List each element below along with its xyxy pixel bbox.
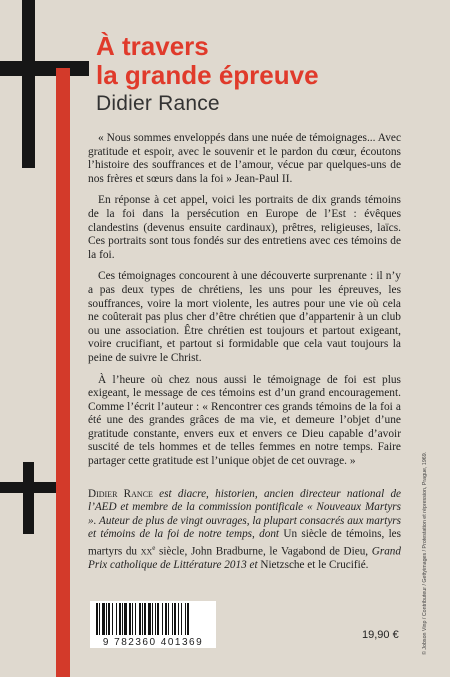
barcode-bar — [144, 603, 146, 635]
barcode-bar — [139, 603, 141, 635]
isbn-number: 9 782360 401369 — [90, 637, 216, 648]
barcode-bar — [129, 603, 131, 635]
bio-book-2: siècle, John Bradburne, le Vagabond de Dieu, — [155, 545, 372, 558]
title-line-1: À travers — [96, 31, 209, 61]
barcode-bar — [148, 603, 151, 635]
bio-and: et — [246, 558, 261, 571]
bio-prize: Grand Prix catholique de Littérature 2013 — [88, 545, 401, 571]
author-name: Didier Rance — [96, 92, 220, 115]
barcode-bar — [168, 603, 169, 635]
blurb-paragraph-2: En réponse à cet appel, voici les portraits de dix grands témoins de la foi dans la persécution en Europe de l’Est : évêques clandestins (devenus ensuite cardinaux), prêtres, religieuses, laïcs. Ces portraits sont tous fondés sur des entretiens avec ces témoins de la foi. — [88, 194, 401, 261]
cross-bottom-vertical — [23, 462, 34, 534]
barcode-bar — [172, 603, 173, 635]
barcode-bar — [99, 603, 100, 635]
bio-century: xx — [140, 545, 153, 558]
book-title — [96, 32, 319, 90]
barcode-bar — [157, 603, 159, 635]
barcode-bar — [135, 603, 136, 635]
bio-book-1: Un siècle de témoins, les martyrs du — [88, 528, 401, 558]
barcode-bar — [108, 603, 110, 635]
barcode-bar — [152, 603, 153, 635]
bio-book-3: Nietzsche et le Crucifié — [260, 558, 366, 571]
bio-century-suffix: e — [152, 543, 156, 552]
bio-text-1: est diacre, historien, ancien directeur national de l’AED et membre de la commission pontificale « Nouveaux Martyrs ». Auteur de plus de vingt ouvrages, la plupart consacrés aux martyrs et témoins de la foi de notre temps, dont — [88, 488, 401, 541]
barcode-bar — [132, 603, 133, 635]
barcode-bar — [162, 603, 163, 635]
barcode-bar — [96, 603, 98, 635]
barcode-bar — [181, 603, 182, 635]
barcode-bar — [178, 603, 179, 635]
price: 19,90 € — [362, 629, 399, 641]
red-band — [56, 68, 70, 677]
author-bio — [88, 488, 401, 572]
barcode-bar — [142, 603, 143, 635]
cross-top-horizontal — [0, 61, 89, 76]
barcode-bars — [90, 601, 216, 637]
barcode-bar — [165, 603, 167, 635]
barcode-bar — [102, 603, 105, 635]
cross-bottom-horizontal — [0, 482, 56, 493]
title-line-2: la grande épreuve — [96, 60, 319, 90]
photo-credit: © Jobson Vinp / Contributeur / Gettyimages / Protestation et répression, Prague, 1969. — [422, 451, 428, 655]
barcode-bar — [155, 603, 156, 635]
barcode-bar — [119, 603, 121, 635]
blurb-paragraph-1: « Nous sommes enveloppés dans une nuée de témoignages... Avec gratitude et espoir, avec le souvenir et le pardon du cœur, écoutons l’histoire des souffrances et de l’amour, vécue par quelques-uns de nos frères et sœurs dans la foi » Jean-Paul II. — [88, 132, 401, 185]
barcode-bar — [124, 603, 127, 635]
barcode-bar — [185, 603, 186, 635]
barcode-bar — [116, 603, 117, 635]
barcode-bar — [122, 603, 123, 635]
blurb-paragraph-3: Ces témoignages concourent à une découverte surprenante : il n’y a pas deux types de chrétiens, les uns pour les épreuves, les souffrances, voire la mort violente, les autres pour une vie où cela ne coûterait pas plus cher d’être chrétien que d’appartenir à un club ou une association. Être chrétien est toujours et partout exigeant, voire crucifiant, et partout si formidable que cela vaut toujours la peine de suivre le Christ. — [88, 270, 401, 364]
bio-end: . — [365, 558, 369, 571]
cross-top-vertical — [22, 0, 35, 168]
barcode-bar — [174, 603, 176, 635]
blurb — [88, 132, 401, 477]
blurb-paragraph-4: À l’heure où chez nous aussi le témoignage de foi est plus exigeant, le message de ces témoins est d’un grand encouragement. Comme l’écrit l’auteur : « Rencontrer ces grands témoins de la foi a été une des grandes grâces de ma vie, et demeure l’objet d’une gratitude constante, envers eux et envers ce Dieu capable d’avoir suscité de tels hommes et de telles femmes en notre temps. Faire partager cette gratitude est l’unique objet de cet ouvrage. » — [88, 373, 401, 468]
barcode-bar — [106, 603, 107, 635]
bio-name: Didier Rance — [88, 488, 153, 500]
barcode-bar — [187, 603, 189, 635]
barcode-bar — [112, 603, 113, 635]
